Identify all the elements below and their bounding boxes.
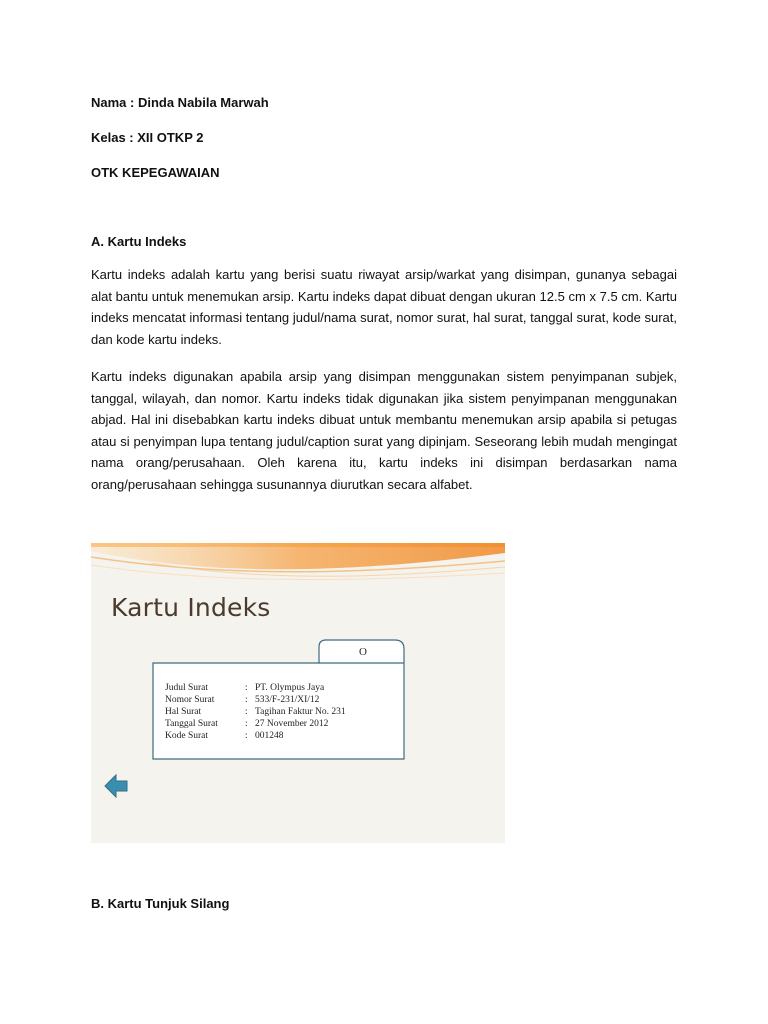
field-separator: : — [245, 683, 248, 693]
field-row-kode — [165, 730, 346, 742]
field-row-nomor — [165, 694, 346, 706]
card-tab-label: O — [359, 646, 367, 658]
field-label: Kode Surat — [165, 731, 209, 741]
field-value: 27 November 2012 — [255, 719, 329, 729]
student-class: Kelas : XII OTKP 2 — [91, 130, 204, 145]
kartu-indeks-slide — [91, 543, 505, 843]
field-value: Tagihan Faktur No. 231 — [255, 707, 346, 717]
field-row-judul — [165, 682, 346, 694]
card-fields — [165, 682, 346, 742]
field-label: Tanggal Surat — [165, 719, 218, 729]
section-a-paragraph-1: Kartu indeks adalah kartu yang berisi suatu riwayat arsip/warkat yang disimpan, gunanya sebagai alat bantu untuk menemukan arsip. Kartu indeks dapat dibuat dengan ukuran 12.5 cm x 7.5 cm. Kartu indeks mencatat informasi tentang judul/nama surat, nomor surat, hal surat, tanggal surat, kode surat, dan kode kartu indeks. — [91, 267, 677, 347]
field-label: Judul Surat — [165, 683, 209, 693]
section-a-heading: A. Kartu Indeks — [91, 234, 187, 249]
field-separator: : — [245, 707, 248, 717]
field-value: PT. Olympus Jaya — [255, 683, 325, 693]
section-a-paragraph-2: Kartu indeks digunakan apabila arsip yang disimpan menggunakan sistem penyimpanan subjek, tanggal, wilayah, dan nomor. Kartu indeks tidak digunakan jika sistem penyimpanan menggunakan abjad. Hal ini disebabkan kartu indeks dibuat untuk membantu menemukan arsip apabila si petugas atau si penyimpan lupa tentang judul/caption surat yang dipinjam. Seseorang lebih mudah mengingat nama orang/perusahaan. Oleh karena itu, kartu indeks ini disimpan berdasarkan nama orang/perusahaan sehingga susunannya diurutkan secara alfabet. — [91, 369, 677, 492]
field-separator: : — [245, 731, 248, 741]
field-label: Nomor Surat — [165, 695, 215, 705]
section-b-heading: B. Kartu Tunjuk Silang — [91, 896, 230, 911]
field-separator: : — [245, 719, 248, 729]
subject-title: OTK KEPEGAWAIAN — [91, 165, 220, 180]
field-value: 533/F-231/XI/12 — [255, 695, 320, 705]
field-row-tanggal — [165, 718, 346, 730]
field-value: 001248 — [255, 731, 284, 741]
student-name: Nama : Dinda Nabila Marwah — [91, 95, 269, 110]
field-label: Hal Surat — [165, 707, 202, 717]
field-separator: : — [245, 695, 248, 705]
back-arrow-icon[interactable] — [103, 773, 129, 799]
slide-title: Kartu Indeks — [111, 593, 271, 622]
field-row-hal — [165, 706, 346, 718]
